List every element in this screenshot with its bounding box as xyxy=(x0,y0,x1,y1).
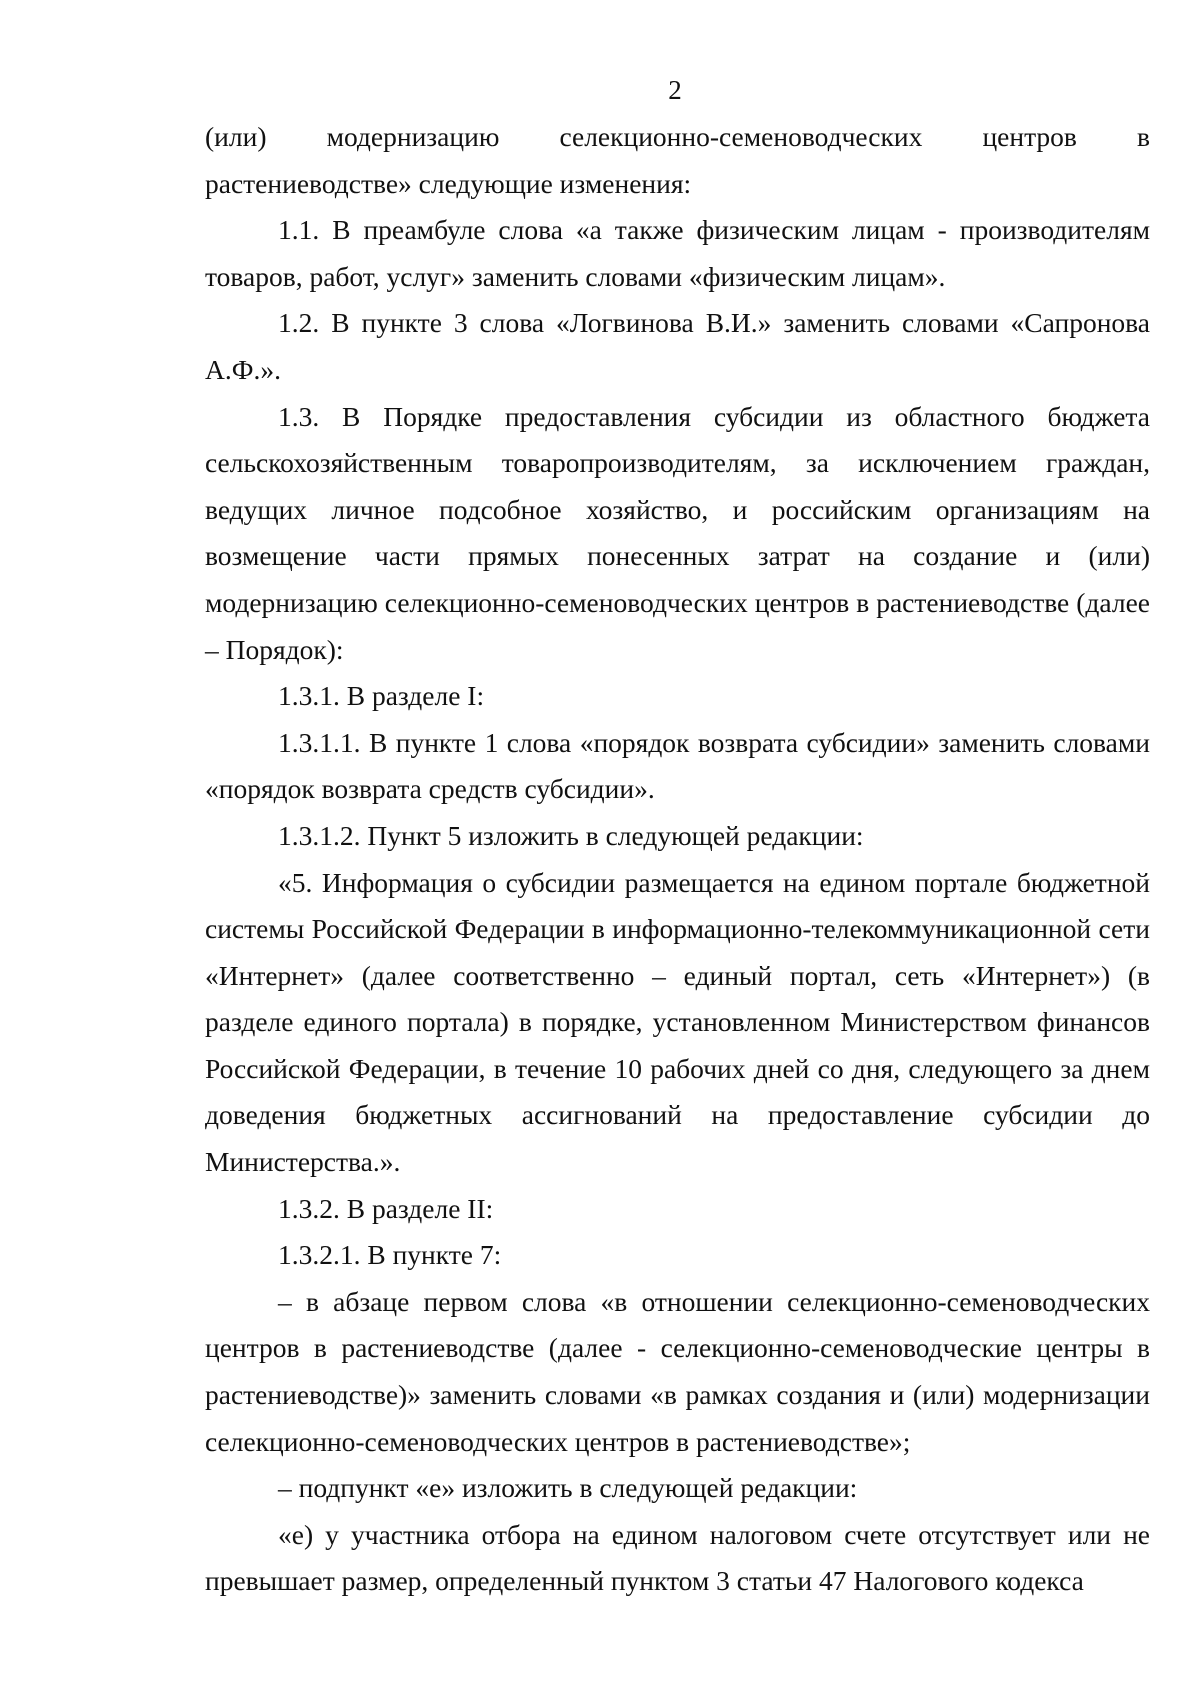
paragraph: 1.3.2.1. В пункте 7: xyxy=(278,1239,502,1271)
paragraph: 1.1. В преамбуле слова «а также физическим лицам - производителям товаров, работ, услуг» заменить словами «физическим лицам». xyxy=(205,214,1150,292)
paragraph: 1.3.1.2. Пункт 5 изложить в следующей редакции: xyxy=(278,819,864,851)
paragraph: «5. Информация о субсидии размещается на едином портале бюджетной системы Российской Федерации в информационно-телекоммуникационной сети «Интернет» (далее соответственно – единый портал, сеть «Интернет») (в разделе единого портала) в порядке, установленном Министерством финансов Российской Федерации, в течение 10 рабочих дней со дня, следующего за днем доведения бюджетных ассигнований на предоставление субсидии до Министерства.». xyxy=(205,866,1150,1178)
paragraph: (или) модернизацию селекционно-семеноводческих центров в растениеводстве» следующие изменения: xyxy=(205,121,1150,199)
paragraph: 1.3.1.1. В пункте 1 слова «порядок возврата субсидии» заменить словами «порядок возврата средств субсидии». xyxy=(205,726,1150,805)
paragraph: 1.3. В Порядке предоставления субсидии из областного бюджета сельскохозяйственным товаропроизводителям, за исключением граждан, ведущих личное подсобное хозяйство, и российским организациям на возмещение части прямых понесенных затрат на создание и (или) модернизацию селекционно-семеноводческих центров в растениеводстве (далее – Порядок): xyxy=(205,400,1150,665)
paragraph: 1.3.2. В разделе II: xyxy=(278,1192,494,1224)
paragraph: «е) у участника отбора на едином налоговом счете отсутствует или не превышает размер, определенный пунктом 3 статьи 47 Налогового кодекса xyxy=(205,1518,1150,1597)
page-number: 2 xyxy=(668,75,682,105)
paragraph: – подпункт «е» изложить в следующей редакции: xyxy=(278,1472,858,1504)
document-body xyxy=(205,114,1150,1605)
paragraph: 1.2. В пункте 3 слова «Логвинова В.И.» заменить словами «Сапронова А.Ф.». xyxy=(205,307,1150,385)
paragraph: 1.3.1. В разделе I: xyxy=(278,680,485,712)
paragraph: – в абзаце первом слова «в отношении селекционно-семеноводческих центров в растениеводстве (далее - селекционно-семеноводческие центры в растениеводстве)» заменить словами «в рамках создания и (или) модернизации селекционно-семеноводческих центров в растениеводстве»; xyxy=(205,1285,1150,1457)
